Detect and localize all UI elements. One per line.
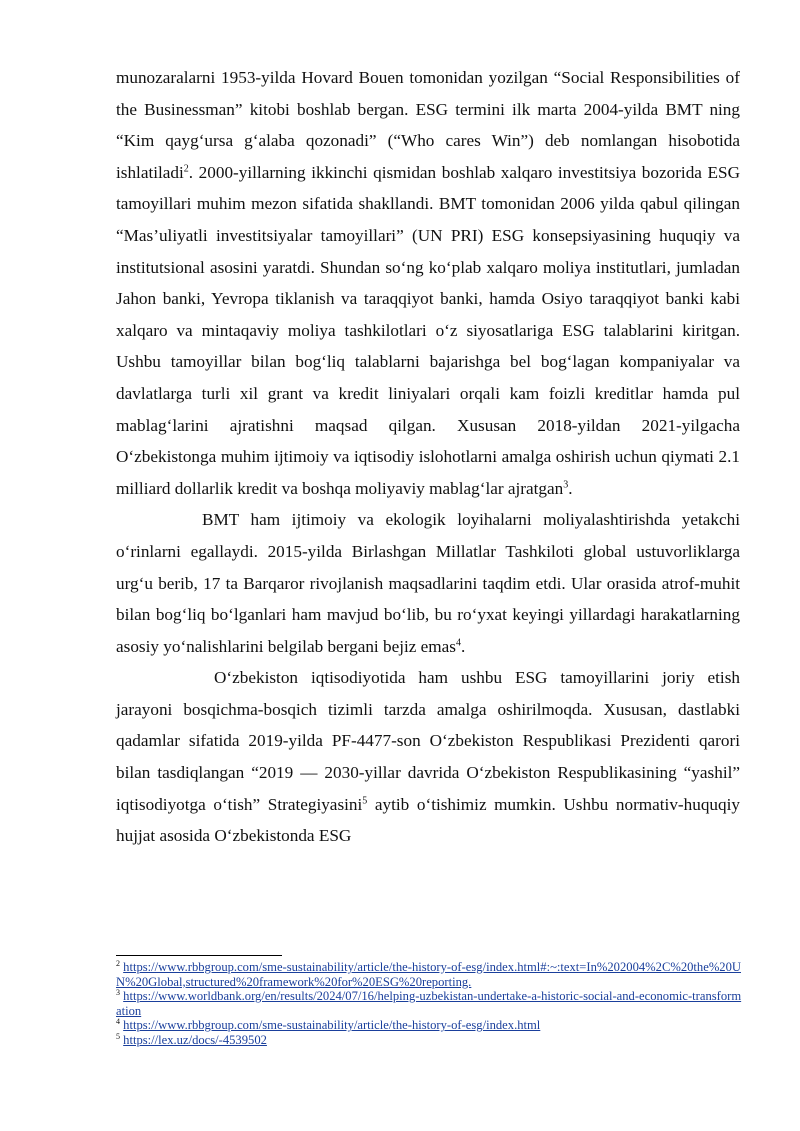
footnote-link[interactable]: https://www.rbbgroup.com/sme-sustainability/article/the-history-of-esg/index.html#:~:text=In%202004%2C%20the%20UN%20Global,structured%20framework%20for%20ESG%20reporting. xyxy=(116,960,741,989)
footnote-number: 3 xyxy=(116,988,120,997)
paragraph-3-text-b: aytib o‘tishimiz mumkin. Ushbu normativ-huquqiy hujjat asosida O‘zbekistonda ESG xyxy=(116,794,740,846)
paragraph-2-text-a: BMT ham ijtimoiy va ekologik loyihalarni moliyalashtirishda yetakchi o‘rinlarni egallaydi. 2015-yilda Birlashgan Millatlar Tashkiloti global ustuvorliklarga urg‘u berib, 17 ta Barqaror rivojlanish maqsadlarini taqdim etdi. Ular orasida atrof-muhit bilan bog‘liq bo‘lganlari ham mavjud bo‘lib, bu ro‘yxat keyingi yillardagi harakatlarning asosiy yo‘nalishlarini belgilab bergani bejiz emas xyxy=(116,510,740,656)
paragraph-1-text-a: munozaralarni 1953-yilda Hovard Bouen tomonidan yozilgan “Social Responsibilities of the Businessman” kitobi boshlab bergan. ESG termini ilk marta 2004-yilda BMT ning “Kim qayg‘ursa g‘alaba qozonadi” (“Who cares Win”) deb nomlangan hisobotida ishlatiladi xyxy=(116,68,740,182)
paragraph-1-text-b: . 2000-yillarning ikkinchi qismidan boshlab xalqaro investitsiya bozorida ESG tamoyillari muhim mezon sifatida shakllandi. BMT tomonidan 2006 yilda qabul qilingan “Mas’uliyatli investitsiyalar tamoyillari” (UN PRI) ESG konsepsiyasining huquqiy va institutsional asosini yaratdi. Shundan so‘ng ko‘plab xalqaro moliya institutlari, jumladan Jahon banki, Yevropa tiklanish va taraqqiyot banki, hamda Osiyo taraqqiyot banki kabi xalqaro va mintaqaviy moliya tashkilotlari o‘z siyosatlariga ESG talablarini kiritgan. Ushbu tamoyillar bilan bog‘liq talablarni bajarishga bel bog‘lagan kompaniyalar va davlatlarga turli xil grant va kredit liniyalari orqali kam foizli kreditlar hamda pul mablag‘larini ajratishni maqsad qilgan. Xususan 2018-yildan 2021-yilgacha O‘zbekistonga muhim ijtimoiy va iqtisodiy islohotlarni amalga oshirish uchun qiymati 2.1 milliard dollarlik kredit va boshqa moliyaviy mablag‘lar ajratgan xyxy=(116,162,740,498)
footnote-separator xyxy=(116,955,282,956)
body-text xyxy=(116,62,740,852)
footnote-4 xyxy=(116,1018,746,1033)
footnote-number: 2 xyxy=(116,958,120,968)
footnotes xyxy=(116,955,746,1048)
footnote-link[interactable]: https://lex.uz/docs/-4539502 xyxy=(123,1032,267,1047)
footnote-3 xyxy=(116,989,746,1018)
footnote-ref-2[interactable]: 2 xyxy=(183,163,189,175)
paragraph-2-text-b: . xyxy=(461,636,466,656)
document-page xyxy=(116,62,740,852)
paragraph-2 xyxy=(116,504,740,662)
paragraph-1 xyxy=(116,62,740,504)
footnote-ref-4[interactable]: 4 xyxy=(456,636,461,648)
footnote-number: 4 xyxy=(116,1017,120,1027)
footnote-number: 5 xyxy=(116,1031,120,1041)
footnote-5 xyxy=(116,1033,746,1048)
paragraph-1-text-c: . xyxy=(568,478,573,498)
footnote-ref-5[interactable]: 5 xyxy=(362,794,368,806)
paragraph-3 xyxy=(116,662,740,852)
footnote-2 xyxy=(116,960,746,989)
footnote-ref-3[interactable]: 3 xyxy=(563,478,569,490)
footnote-link[interactable]: https://www.rbbgroup.com/sme-sustainability/article/the-history-of-esg/index.html xyxy=(123,1018,541,1033)
paragraph-3-text-a: O‘zbekiston iqtisodiyotida ham ushbu ESG tamoyillarini joriy etish jarayoni bosqichma-bosqich tizimli tarzda amalga oshirilmoqda. Xususan, dastlabki qadamlar sifatida 2019-yilda PF-4477-son O‘zbekiston Respublikasi Prezidenti qarori bilan tasdiqlangan “2019 — 2030-yillar davrida O‘zbekiston Respublikasining “yashil” iqtisodiyotga o‘tish” Strategiyasini xyxy=(116,668,740,814)
footnote-link[interactable]: https://www.worldbank.org/en/results/2024/07/16/helping-uzbekistan-undertake-a-historic-social-and-economic-transformation xyxy=(116,989,742,1018)
